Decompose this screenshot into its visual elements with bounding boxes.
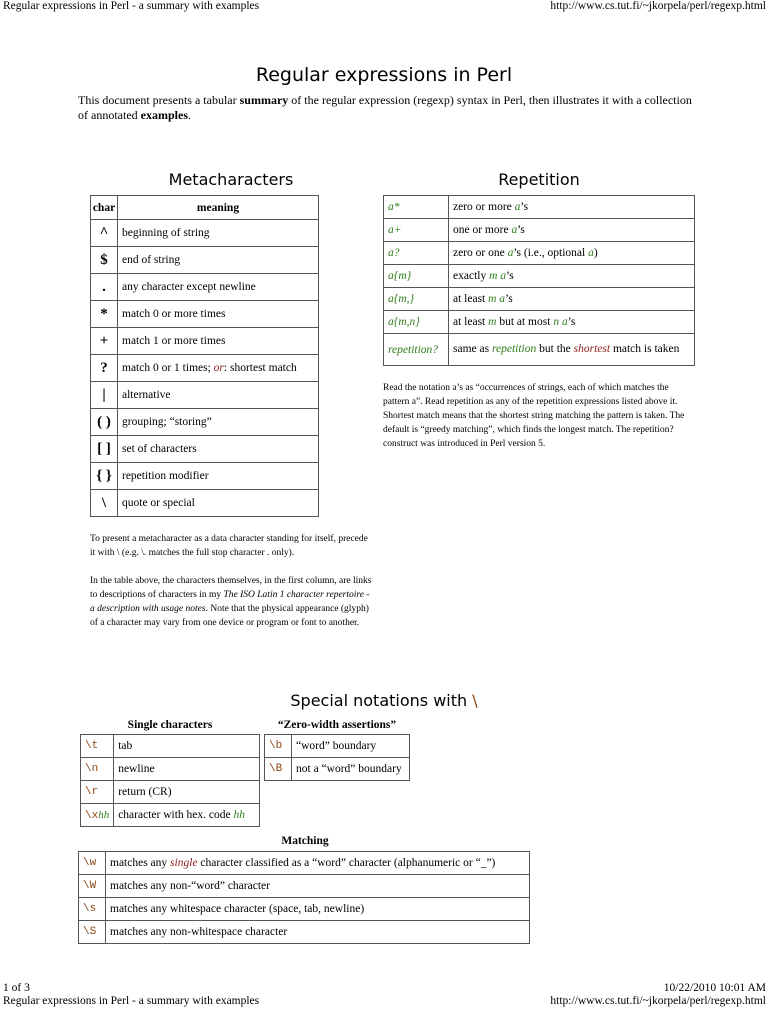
escape-desc: [106, 921, 530, 944]
summary-link[interactable]: summary: [239, 93, 289, 107]
repetition-desc: [449, 196, 695, 219]
metachar-meaning: [118, 463, 319, 490]
metachar-cell[interactable]: [91, 355, 118, 382]
escape-text: \r: [85, 786, 99, 798]
metachar-cell[interactable]: [91, 490, 118, 517]
matching-row: [79, 852, 530, 875]
intro-text-2: of the regular expression (regexp) syntax in Perl, then illustrates it with a collection: [288, 93, 692, 107]
desc-text: matches any: [110, 857, 171, 869]
desc-var: a: [511, 223, 518, 236]
zero-width-heading: “Zero-width assertions”: [277, 719, 397, 731]
escape-code: \B: [265, 758, 292, 781]
repetition-notation: a*: [384, 196, 449, 219]
desc-var-2: shortest: [573, 343, 611, 355]
escape-code: [81, 781, 114, 804]
metachar-note-2: [90, 574, 372, 630]
escape-code: [81, 804, 114, 827]
escape-desc: [106, 852, 530, 875]
meaning-text: grouping; “storing”: [122, 416, 212, 428]
metacharacters-heading: Metacharacters: [168, 170, 294, 189]
metachar-link[interactable]: ^: [99, 224, 109, 241]
desc-text: tab: [118, 740, 133, 752]
meaning-text: end of string: [122, 254, 181, 266]
repetition-desc: [449, 334, 695, 366]
repetition-desc: [449, 219, 695, 242]
metachar-link[interactable]: \: [101, 494, 107, 511]
print-header-url[interactable]: http://www.cs.tut.fi/~jkorpela/perl/regexp.html: [550, 0, 766, 12]
desc-text-2: ’s (i.e., optional: [513, 246, 589, 259]
desc-var: a: [514, 200, 521, 213]
desc-text: matches any whitespace character (space, tab, newline): [110, 903, 365, 915]
repetition-row: [384, 265, 695, 288]
metachar-link[interactable]: { }: [96, 467, 112, 484]
desc-text: zero or more: [453, 200, 515, 213]
desc-text-3: ): [593, 246, 598, 259]
metachar-row: [91, 328, 319, 355]
metachar-cell[interactable]: [91, 328, 118, 355]
matching-row: [79, 898, 530, 921]
repetition-desc: [449, 288, 695, 311]
note-2-text-b: . Note that the physical appearance (glyph) of a character may vary from one device or program or font to another.: [90, 604, 369, 628]
print-footer-url[interactable]: http://www.cs.tut.fi/~jkorpela/perl/regexp.html: [550, 995, 766, 1007]
metachar-meaning: [118, 328, 319, 355]
desc-text: exactly: [453, 269, 490, 282]
matching-row: [79, 921, 530, 944]
single-char-row: [81, 804, 260, 827]
metachar-cell[interactable]: [91, 463, 118, 490]
metachar-cell[interactable]: [91, 409, 118, 436]
repetition-notation: a{m}: [384, 265, 449, 288]
repetition-row: [384, 242, 695, 265]
escape-code: \W: [79, 875, 106, 898]
metachar-cell[interactable]: [91, 436, 118, 463]
repetition-table: [383, 195, 695, 366]
repetition-desc: [449, 242, 695, 265]
desc-emphasis: single: [170, 857, 198, 869]
metachar-link[interactable]: ?: [100, 359, 108, 376]
repetition-notation: a?: [384, 242, 449, 265]
metachar-meaning: [118, 220, 319, 247]
print-header-title: Regular expressions in Perl - a summary with examples: [3, 0, 260, 12]
escape-desc: [106, 875, 530, 898]
repetition-row: [384, 288, 695, 311]
escape-desc: [114, 758, 260, 781]
meaning-text: match 1 or more times: [122, 335, 226, 347]
meaning-text: match 0 or more times: [122, 308, 226, 320]
desc-var: hh: [233, 809, 245, 821]
matching-row: [79, 875, 530, 898]
metachar-row: [91, 463, 319, 490]
desc-text: return (CR): [118, 786, 172, 798]
zero-width-row: [265, 735, 410, 758]
repetition-note: Read the notation a’s as “occurrences of strings, each of which matches the pattern a”. Read repetition as any of the repetition expressions listed above it. Shortest match means that the shortest string matching the pattern is taken. The default is “greedy matching”, which finds the longest match. The repetition? construct was introduced in Perl version 5.: [383, 383, 685, 449]
desc-text: matches any non-whitespace character: [110, 926, 288, 938]
metachar-cell[interactable]: [91, 220, 118, 247]
repetition-row: [384, 334, 695, 366]
desc-text-3: match is taken: [610, 343, 680, 355]
metachar-meaning: [118, 490, 319, 517]
desc-text: zero or one: [453, 246, 508, 259]
meaning-text: alternative: [122, 389, 171, 401]
desc-text-2: ’s: [520, 200, 529, 213]
examples-link[interactable]: examples: [140, 108, 188, 122]
desc-var-2: n a: [553, 315, 568, 328]
metachar-link[interactable]: ( ): [97, 413, 111, 430]
repetition-desc: [449, 311, 695, 334]
desc-text-2: but the: [536, 343, 574, 355]
matching-table: [78, 851, 530, 944]
escape-text: \x: [85, 809, 99, 822]
repetition-notation: a{m,}: [384, 288, 449, 311]
zero-width-table: [264, 734, 410, 781]
repetition-row: [384, 311, 695, 334]
metachar-meaning: [118, 247, 319, 274]
meaning-text: repetition modifier: [122, 470, 209, 482]
desc-var: m a: [488, 292, 506, 305]
single-char-row: [81, 781, 260, 804]
desc-text: matches any non-“word” character: [110, 880, 270, 892]
metachar-link[interactable]: |: [102, 386, 106, 403]
metachar-row: [91, 274, 319, 301]
escape-desc: [106, 898, 530, 921]
single-char-row: [81, 735, 260, 758]
escape-desc: [114, 804, 260, 827]
desc-text: character with hex. code: [118, 809, 234, 821]
repetition-notation: a{m,n}: [384, 311, 449, 334]
desc-var: m a: [489, 269, 507, 282]
metachar-link[interactable]: [ ]: [97, 440, 111, 457]
metachar-cell[interactable]: [91, 247, 118, 274]
note-2-text-a: In the table above, the characters themselves, in the first column, are links to descriptions of characters in my: [90, 576, 372, 600]
special-notations-heading: [0, 691, 768, 710]
escape-code: [81, 758, 114, 781]
backslash-glyph: \: [472, 691, 478, 710]
single-characters-table: [80, 734, 260, 827]
metachar-note-1: To present a metacharacter as a data character standing for itself, precede it with \ (e.g. \. matches the full stop character . only).: [90, 534, 368, 558]
metachar-row: [91, 247, 319, 274]
intro-text-3: of annotated: [78, 108, 141, 122]
intro-paragraph: [78, 93, 738, 123]
escape-desc: [114, 781, 260, 804]
escape-code: [81, 735, 114, 758]
page-title: Regular expressions in Perl: [255, 64, 513, 86]
repetition-desc: [449, 265, 695, 288]
desc-var: m: [488, 315, 497, 328]
matching-heading: Matching: [281, 835, 329, 847]
print-footer-timestamp: 10/22/2010 10:01 AM: [663, 982, 766, 994]
desc-text-2: ’s: [506, 269, 514, 282]
desc-text-2: but at most: [496, 315, 554, 328]
metachar-meaning: [118, 301, 319, 328]
desc-text: at least: [453, 315, 489, 328]
meaning-text: match 0 or 1 times;: [122, 362, 214, 374]
single-characters-heading: Single characters: [127, 719, 213, 731]
desc-text-3: ’s: [567, 315, 576, 328]
intro-text-1: This document presents a tabular: [78, 93, 240, 107]
escape-code: \S: [79, 921, 106, 944]
desc-text: one or more: [453, 223, 512, 236]
meaning-text: any character except newline: [122, 281, 256, 293]
desc-text: at least: [453, 292, 489, 305]
escape-code: \b: [265, 735, 292, 758]
repetition-row: [384, 196, 695, 219]
metachar-row: [91, 220, 319, 247]
print-footer-title: Regular expressions in Perl - a summary with examples: [3, 995, 260, 1007]
metachar-row: [91, 301, 319, 328]
repetition-row: [384, 219, 695, 242]
special-heading-text: Special notations with: [290, 691, 473, 710]
escape-desc: not a “word” boundary: [292, 758, 410, 781]
meaning-text: set of characters: [122, 443, 197, 455]
desc-text: newline: [118, 763, 155, 775]
metachar-row: [91, 382, 319, 409]
meaning-text: quote or special: [122, 497, 195, 509]
desc-text-2: ’s: [517, 223, 525, 236]
escape-code: \w: [79, 852, 106, 875]
desc-text: same as: [453, 343, 492, 355]
metachar-link[interactable]: *: [100, 305, 108, 322]
or-text: or: [213, 362, 224, 374]
desc-text-2: ’s: [505, 292, 513, 305]
repetition-notation: a+: [384, 219, 449, 242]
desc-var-2: a: [588, 246, 594, 259]
metachar-meaning: [118, 436, 319, 463]
metachar-row: [91, 409, 319, 436]
metachar-cell[interactable]: [91, 382, 118, 409]
escape-code: \s: [79, 898, 106, 921]
metachar-meaning: [118, 382, 319, 409]
intro-text-4: .: [187, 108, 191, 122]
metachar-link[interactable]: $: [100, 251, 108, 268]
col-meaning-header: meaning: [118, 196, 319, 220]
escape-text: \n: [85, 763, 99, 775]
print-footer-page: 1 of 3: [3, 982, 30, 994]
desc-var: repetition: [491, 343, 537, 355]
desc-var: a: [507, 246, 514, 259]
escape-desc: [114, 735, 260, 758]
metachar-row: [91, 490, 319, 517]
metachar-link[interactable]: +: [99, 332, 109, 349]
metachar-row: [91, 355, 319, 382]
escape-var: hh: [98, 808, 110, 821]
meaning-text-2: : shortest match: [223, 362, 297, 374]
metacharacters-table: [90, 195, 319, 517]
zero-width-row: [265, 758, 410, 781]
meaning-text: beginning of string: [122, 227, 210, 239]
metachar-meaning: [118, 274, 319, 301]
metachar-cell[interactable]: [91, 301, 118, 328]
col-char-header: char: [91, 196, 118, 220]
single-char-row: [81, 758, 260, 781]
metachar-meaning: [118, 355, 319, 382]
metachar-meaning: [118, 409, 319, 436]
escape-desc: “word” boundary: [292, 735, 410, 758]
iso-latin-link[interactable]: The ISO Latin 1 character repertoire - a description with usage notes: [90, 590, 370, 614]
desc-text-2: character classified as a “word” character (alphanumeric or “_”): [197, 857, 496, 869]
escape-text: \t: [85, 740, 99, 752]
repetition-heading: Repetition: [498, 170, 580, 189]
repetition-notation: repetition?: [384, 334, 449, 366]
metachar-link[interactable]: .: [102, 278, 106, 295]
metachar-row: [91, 436, 319, 463]
metachar-cell[interactable]: [91, 274, 118, 301]
